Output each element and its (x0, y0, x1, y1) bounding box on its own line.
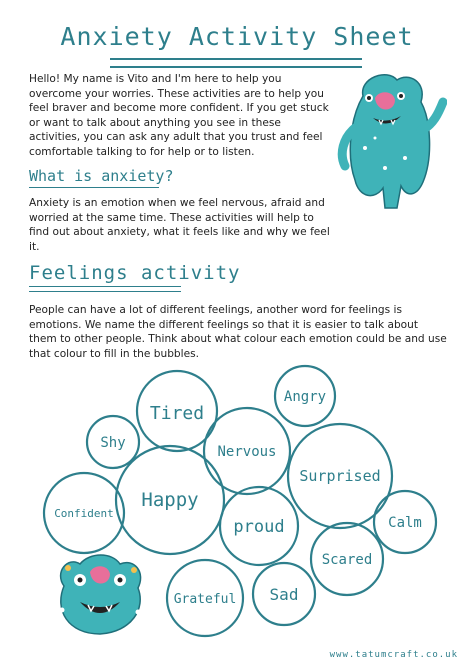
angry-label: Angry (283, 389, 327, 405)
small-monster-illustration (50, 550, 150, 640)
title-underline (110, 58, 362, 68)
page-title: Anxiety Activity Sheet (60, 22, 414, 51)
grateful-label: Grateful (173, 592, 237, 607)
confident-label: Confident (54, 507, 114, 520)
scared-label: Scared (321, 552, 373, 568)
calm-label: Calm (388, 515, 422, 531)
proud-label: proud (233, 517, 285, 537)
tired-label: Tired (149, 403, 205, 424)
what-is-anxiety-heading: What is anxiety? (29, 167, 174, 185)
feelings-activity-heading: Feelings activity (29, 262, 241, 284)
sad-label: Sad (269, 585, 299, 604)
feelings-activity-underline (29, 286, 181, 292)
intro-paragraph: Hello! My name is Vito and I'm here to help you overcome your worries. These activities are to help you feel braver and become more confident. If you get stuck or want to talk about anything you see in these activities, you can ask any adult that you trust and feel comfortable talking to for help or to listen. (29, 73, 329, 158)
website-footer[interactable]: www.tatumcraft.co.uk (329, 650, 458, 660)
what-is-anxiety-underline (29, 187, 159, 188)
shy-label: Shy (100, 435, 126, 451)
nervous-label: Nervous (217, 444, 277, 460)
anxiety-paragraph: Anxiety is an emotion when we feel nervous, afraid and worried at the same time. These activities will help to find out about anxiety, what it feels like and why we feel it. (29, 197, 330, 253)
vito-monster-illustration (335, 68, 447, 218)
happy-label: Happy (141, 489, 199, 511)
surprised-label: Surprised (299, 467, 381, 485)
feelings-paragraph: People can have a lot of different feelings, another word for feelings is emotions. We name the different feelings so that it is easier to talk about them to other people. Think about what colour each emotion could be and use that colour to fill in the bubbles. (29, 304, 447, 360)
